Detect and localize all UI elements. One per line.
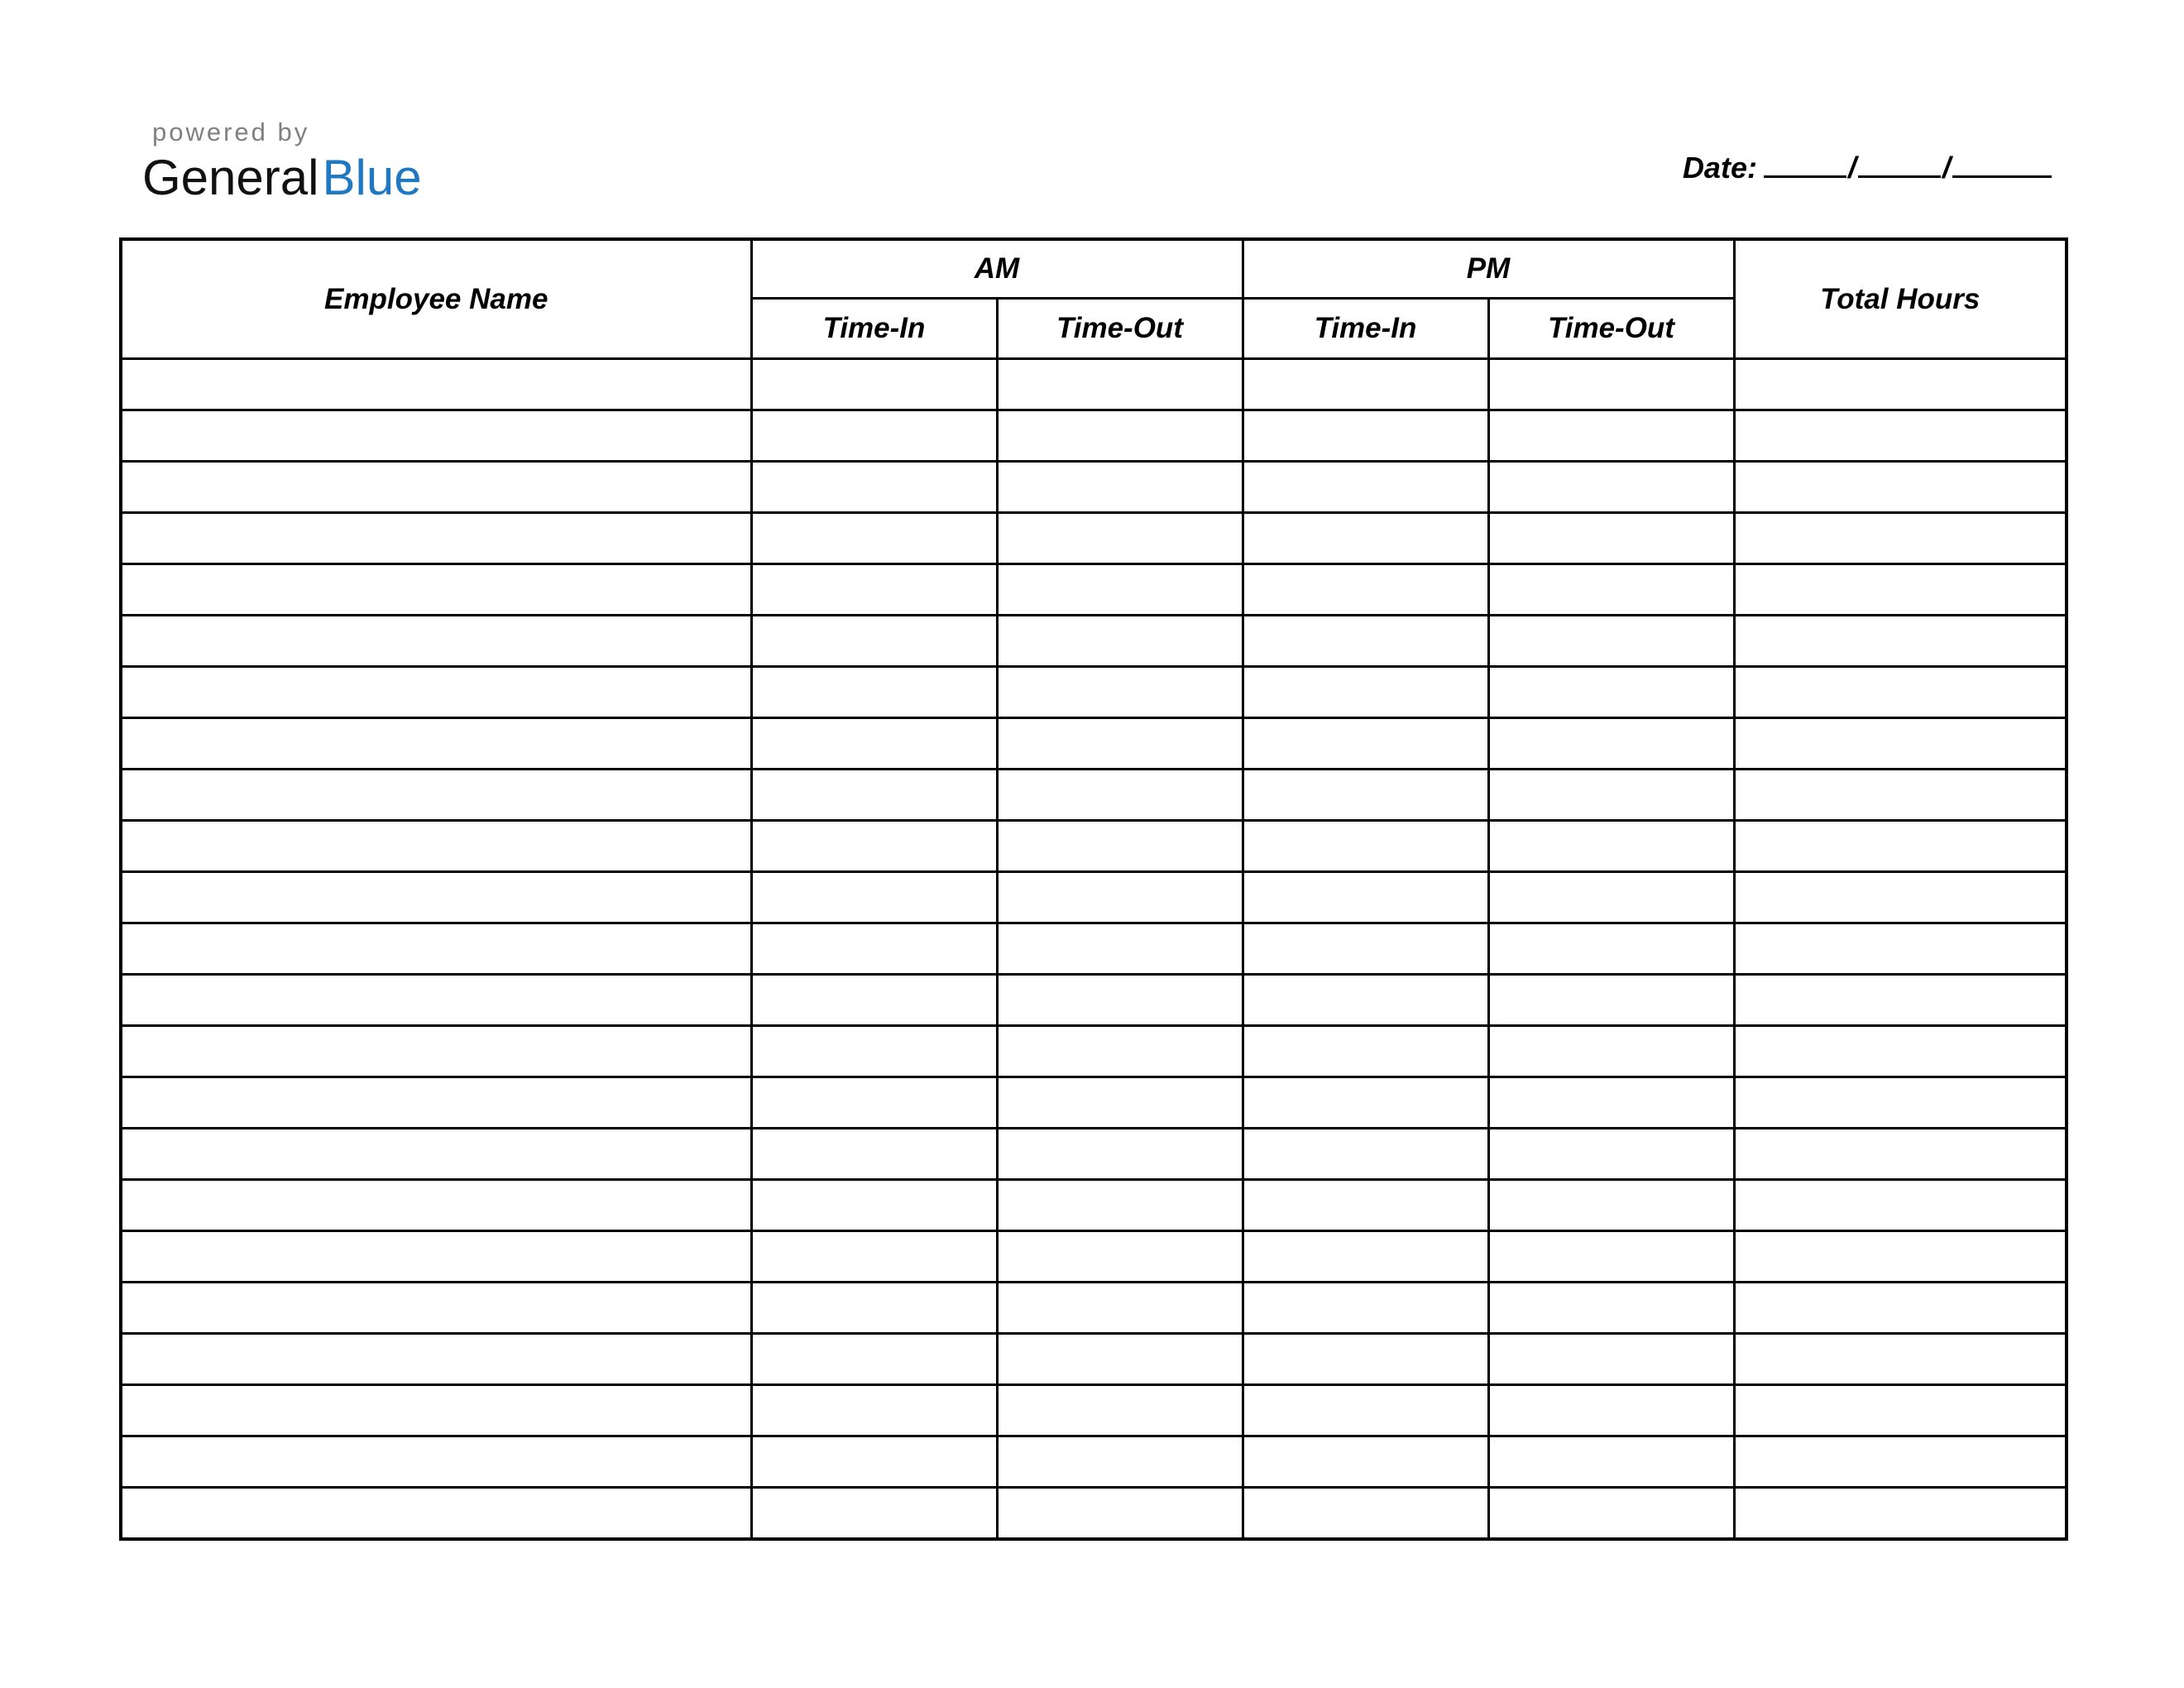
table-row [121, 513, 2067, 564]
pm-time-in-cell[interactable] [1243, 975, 1488, 1026]
table-row [121, 564, 2067, 616]
pm-time-in-cell[interactable] [1243, 718, 1488, 770]
pm-time-in-cell[interactable] [1243, 1385, 1488, 1436]
date-blank-day[interactable] [1858, 147, 1941, 178]
pm-time-in-cell[interactable] [1243, 1026, 1488, 1077]
am-time-out-cell[interactable] [997, 1231, 1243, 1283]
total-hours-cell[interactable] [1734, 821, 2067, 872]
timesheet-body [121, 359, 2067, 1540]
pm-time-in-cell[interactable] [1243, 1180, 1488, 1231]
employee-name-cell[interactable] [121, 359, 751, 410]
total-hours-cell[interactable] [1734, 1488, 2067, 1540]
table-row [121, 1385, 2067, 1436]
table-row [121, 718, 2067, 770]
pm-time-in-cell[interactable] [1243, 770, 1488, 821]
am-time-out-cell[interactable] [997, 667, 1243, 718]
am-time-out-cell[interactable] [997, 359, 1243, 410]
employee-name-cell[interactable] [121, 872, 751, 923]
employee-name-cell[interactable] [121, 1077, 751, 1129]
header-pm-time-in: Time-In [1243, 299, 1488, 359]
am-time-in-cell[interactable] [751, 513, 997, 564]
pm-time-out-cell[interactable] [1488, 1180, 1734, 1231]
total-hours-cell[interactable] [1734, 975, 2067, 1026]
employee-name-cell[interactable] [121, 923, 751, 975]
am-time-out-cell[interactable] [997, 1488, 1243, 1540]
header-pm: PM [1243, 239, 1734, 299]
pm-time-out-cell[interactable] [1488, 821, 1734, 872]
am-time-out-cell[interactable] [997, 513, 1243, 564]
am-time-in-cell[interactable] [751, 770, 997, 821]
pm-time-out-cell[interactable] [1488, 1026, 1734, 1077]
pm-time-in-cell[interactable] [1243, 410, 1488, 462]
am-time-in-cell[interactable] [751, 1180, 997, 1231]
total-hours-cell[interactable] [1734, 462, 2067, 513]
total-hours-cell[interactable] [1734, 1026, 2067, 1077]
am-time-in-cell[interactable] [751, 462, 997, 513]
total-hours-cell[interactable] [1734, 1077, 2067, 1129]
table-row [121, 410, 2067, 462]
employee-name-cell[interactable] [121, 1231, 751, 1283]
employee-name-cell[interactable] [121, 975, 751, 1026]
pm-time-in-cell[interactable] [1243, 1283, 1488, 1334]
am-time-in-cell[interactable] [751, 1385, 997, 1436]
total-hours-cell[interactable] [1734, 872, 2067, 923]
employee-name-cell[interactable] [121, 667, 751, 718]
date-field [1683, 147, 2052, 185]
total-hours-cell[interactable] [1734, 718, 2067, 770]
am-time-in-cell[interactable] [751, 359, 997, 410]
table-row [121, 1283, 2067, 1334]
table-row [121, 667, 2067, 718]
pm-time-in-cell[interactable] [1243, 513, 1488, 564]
employee-name-cell[interactable] [121, 1180, 751, 1231]
pm-time-out-cell[interactable] [1488, 1231, 1734, 1283]
pm-time-in-cell[interactable] [1243, 462, 1488, 513]
table-row [121, 770, 2067, 821]
pm-time-in-cell[interactable] [1243, 564, 1488, 616]
am-time-out-cell[interactable] [997, 616, 1243, 667]
am-time-in-cell[interactable] [751, 667, 997, 718]
pm-time-out-cell[interactable] [1488, 923, 1734, 975]
total-hours-cell[interactable] [1734, 1385, 2067, 1436]
employee-name-cell[interactable] [121, 410, 751, 462]
am-time-in-cell[interactable] [751, 1231, 997, 1283]
am-time-in-cell[interactable] [751, 616, 997, 667]
table-row [121, 1129, 2067, 1180]
header-total-hours: Total Hours [1734, 239, 2067, 359]
table-row [121, 923, 2067, 975]
employee-name-cell[interactable] [121, 1129, 751, 1180]
pm-time-out-cell[interactable] [1488, 667, 1734, 718]
date-slash: / [1942, 151, 1951, 185]
pm-time-in-cell[interactable] [1243, 1231, 1488, 1283]
date-label: Date: [1682, 151, 1757, 185]
am-time-in-cell[interactable] [751, 1077, 997, 1129]
total-hours-cell[interactable] [1734, 564, 2067, 616]
am-time-out-cell[interactable] [997, 1129, 1243, 1180]
table-row [121, 1436, 2067, 1488]
total-hours-cell[interactable] [1734, 1436, 2067, 1488]
employee-name-cell[interactable] [121, 1283, 751, 1334]
pm-time-out-cell[interactable] [1488, 513, 1734, 564]
brand-name [142, 149, 422, 206]
pm-time-out-cell[interactable] [1488, 1129, 1734, 1180]
pm-time-out-cell[interactable] [1488, 1436, 1734, 1488]
header-employee-name: Employee Name [121, 239, 751, 359]
timesheet-table [119, 237, 2068, 1541]
am-time-out-cell[interactable] [997, 1385, 1243, 1436]
employee-name-cell[interactable] [121, 770, 751, 821]
total-hours-cell[interactable] [1734, 667, 2067, 718]
pm-time-out-cell[interactable] [1488, 1488, 1734, 1540]
total-hours-cell[interactable] [1734, 770, 2067, 821]
am-time-out-cell[interactable] [997, 410, 1243, 462]
am-time-out-cell[interactable] [997, 564, 1243, 616]
am-time-in-cell[interactable] [751, 1283, 997, 1334]
employee-name-cell[interactable] [121, 616, 751, 667]
am-time-in-cell[interactable] [751, 923, 997, 975]
am-time-out-cell[interactable] [997, 975, 1243, 1026]
pm-time-out-cell[interactable] [1488, 872, 1734, 923]
table-row [121, 821, 2067, 872]
am-time-out-cell[interactable] [997, 1436, 1243, 1488]
table-row [121, 616, 2067, 667]
table-row [121, 872, 2067, 923]
am-time-out-cell[interactable] [997, 1334, 1243, 1385]
employee-name-cell[interactable] [121, 1334, 751, 1385]
total-hours-cell[interactable] [1734, 359, 2067, 410]
table-row [121, 1334, 2067, 1385]
pm-time-in-cell[interactable] [1243, 923, 1488, 975]
header-am-time-out: Time-Out [997, 299, 1243, 359]
pm-time-out-cell[interactable] [1488, 462, 1734, 513]
pm-time-in-cell[interactable] [1243, 1488, 1488, 1540]
table-row [121, 359, 2067, 410]
pm-time-out-cell[interactable] [1488, 1077, 1734, 1129]
date-blank-year[interactable] [1952, 147, 2052, 178]
employee-name-cell[interactable] [121, 1436, 751, 1488]
pm-time-in-cell[interactable] [1243, 821, 1488, 872]
am-time-out-cell[interactable] [997, 1077, 1243, 1129]
table-row [121, 462, 2067, 513]
brand-general: General [142, 150, 319, 205]
total-hours-cell[interactable] [1734, 410, 2067, 462]
employee-name-cell[interactable] [121, 564, 751, 616]
brand-blue: Blue [322, 150, 422, 205]
am-time-out-cell[interactable] [997, 923, 1243, 975]
am-time-in-cell[interactable] [751, 821, 997, 872]
pm-time-out-cell[interactable] [1488, 718, 1734, 770]
am-time-in-cell[interactable] [751, 1129, 997, 1180]
pm-time-in-cell[interactable] [1243, 1129, 1488, 1180]
pm-time-in-cell[interactable] [1243, 359, 1488, 410]
pm-time-in-cell[interactable] [1243, 1436, 1488, 1488]
pm-time-out-cell[interactable] [1488, 410, 1734, 462]
pm-time-out-cell[interactable] [1488, 1385, 1734, 1436]
am-time-out-cell[interactable] [997, 1283, 1243, 1334]
date-blank-month[interactable] [1764, 147, 1846, 178]
am-time-out-cell[interactable] [997, 770, 1243, 821]
total-hours-cell[interactable] [1734, 513, 2067, 564]
employee-name-cell[interactable] [121, 462, 751, 513]
am-time-in-cell[interactable] [751, 564, 997, 616]
pm-time-out-cell[interactable] [1488, 359, 1734, 410]
total-hours-cell[interactable] [1734, 923, 2067, 975]
pm-time-out-cell[interactable] [1488, 1334, 1734, 1385]
am-time-out-cell[interactable] [997, 872, 1243, 923]
table-row [121, 1077, 2067, 1129]
employee-name-cell[interactable] [121, 821, 751, 872]
pm-time-in-cell[interactable] [1243, 616, 1488, 667]
pm-time-in-cell[interactable] [1243, 1077, 1488, 1129]
pm-time-out-cell[interactable] [1488, 1283, 1734, 1334]
total-hours-cell[interactable] [1734, 616, 2067, 667]
header-am-time-in: Time-In [751, 299, 997, 359]
total-hours-cell[interactable] [1734, 1334, 2067, 1385]
am-time-in-cell[interactable] [751, 410, 997, 462]
pm-time-out-cell[interactable] [1488, 975, 1734, 1026]
total-hours-cell[interactable] [1734, 1129, 2067, 1180]
pm-time-out-cell[interactable] [1488, 616, 1734, 667]
total-hours-cell[interactable] [1734, 1231, 2067, 1283]
employee-name-cell[interactable] [121, 1488, 751, 1540]
employee-name-cell[interactable] [121, 718, 751, 770]
table-row [121, 1231, 2067, 1283]
pm-time-in-cell[interactable] [1243, 872, 1488, 923]
am-time-in-cell[interactable] [751, 872, 997, 923]
header-am: AM [751, 239, 1243, 299]
total-hours-cell[interactable] [1734, 1283, 2067, 1334]
pm-time-in-cell[interactable] [1243, 1334, 1488, 1385]
employee-name-cell[interactable] [121, 513, 751, 564]
table-row [121, 1026, 2067, 1077]
am-time-out-cell[interactable] [997, 1026, 1243, 1077]
am-time-out-cell[interactable] [997, 462, 1243, 513]
header-pm-time-out: Time-Out [1488, 299, 1734, 359]
table-row [121, 1488, 2067, 1540]
am-time-in-cell[interactable] [751, 1488, 997, 1540]
am-time-out-cell[interactable] [997, 1180, 1243, 1231]
am-time-in-cell[interactable] [751, 1436, 997, 1488]
employee-name-cell[interactable] [121, 1026, 751, 1077]
pm-time-in-cell[interactable] [1243, 667, 1488, 718]
am-time-out-cell[interactable] [997, 718, 1243, 770]
total-hours-cell[interactable] [1734, 1180, 2067, 1231]
am-time-out-cell[interactable] [997, 821, 1243, 872]
table-row [121, 975, 2067, 1026]
am-time-in-cell[interactable] [751, 1334, 997, 1385]
powered-by-text: powered by [152, 117, 310, 146]
am-time-in-cell[interactable] [751, 718, 997, 770]
table-row [121, 1180, 2067, 1231]
am-time-in-cell[interactable] [751, 975, 997, 1026]
am-time-in-cell[interactable] [751, 1026, 997, 1077]
pm-time-out-cell[interactable] [1488, 564, 1734, 616]
pm-time-out-cell[interactable] [1488, 770, 1734, 821]
date-slash: / [1847, 151, 1856, 185]
employee-name-cell[interactable] [121, 1385, 751, 1436]
